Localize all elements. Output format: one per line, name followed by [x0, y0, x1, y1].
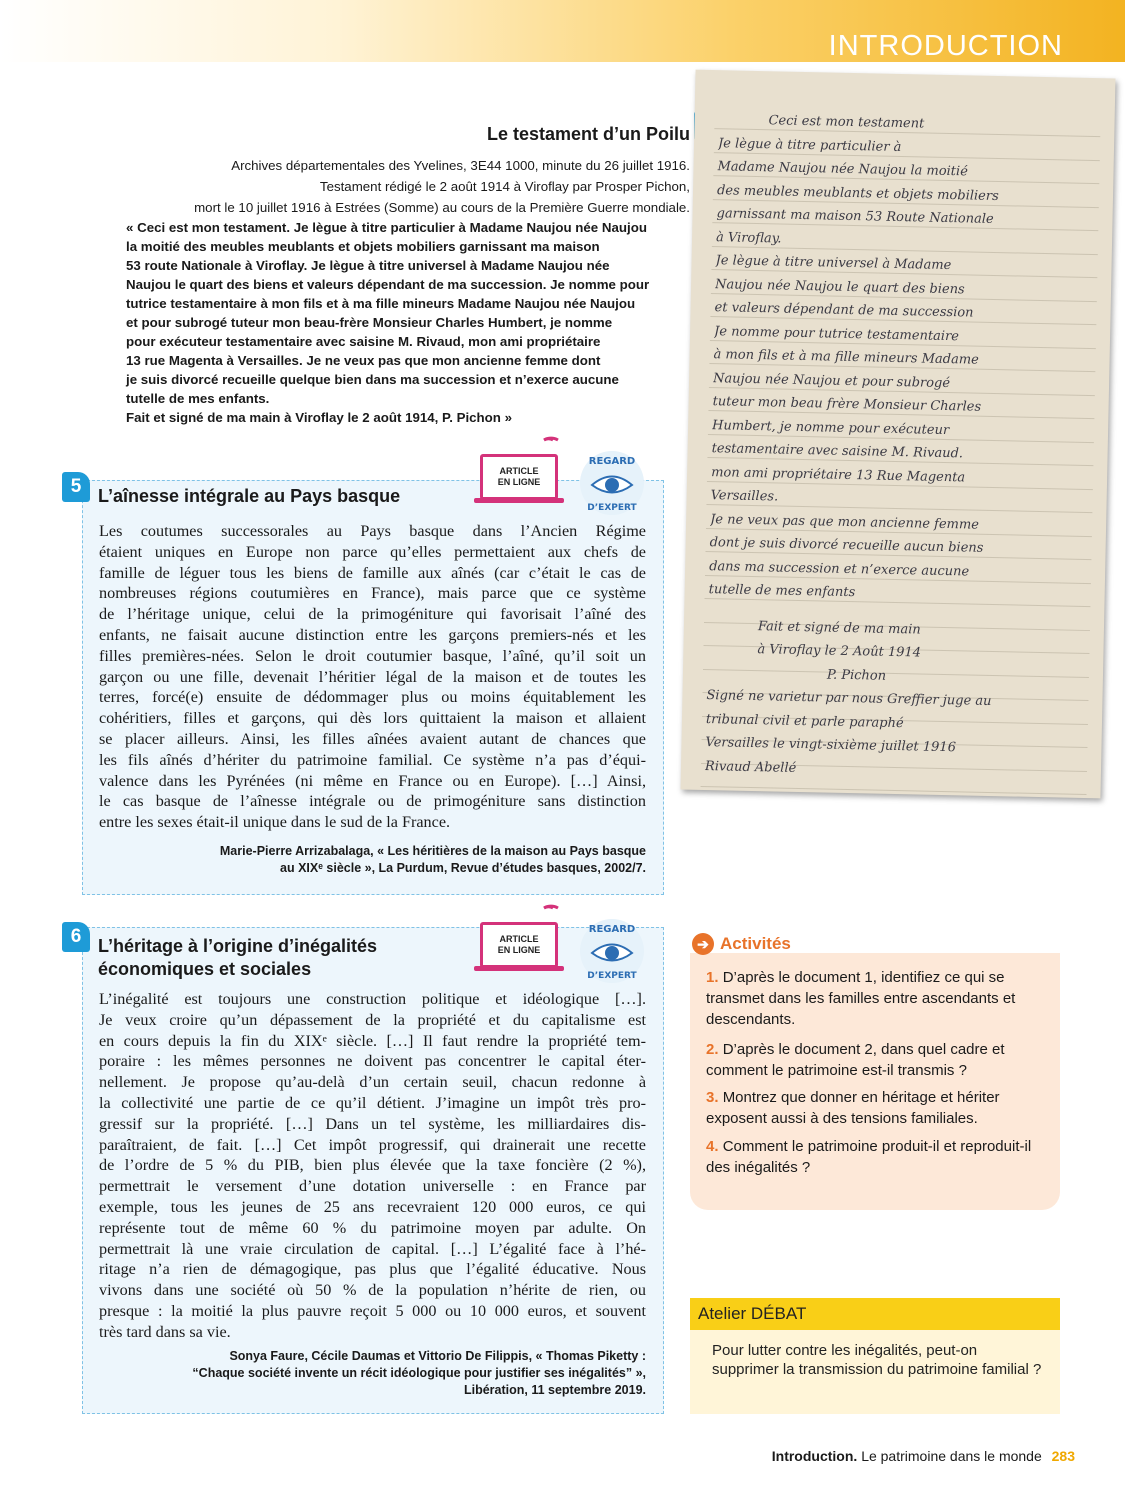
manuscript-line: à Viroflay. [715, 229, 782, 247]
activity-text: Montrez que donner en héritage et hériter exposent aussi à des tensions familiales. [706, 1089, 1000, 1127]
article-en-ligne-icon[interactable] [480, 446, 564, 502]
body-line: nombreuses régions coutumières en France), mais parce que ce système [99, 584, 646, 603]
activity-number: 3. [706, 1089, 719, 1106]
article-tag-line: ARTICLE [499, 934, 539, 944]
body-line: cohéritiers, filles et garçons, qui dès lors quittaient la maison et allaient [99, 709, 646, 728]
wifi-icon [540, 904, 566, 930]
activities-heading [692, 933, 791, 955]
article-tag-line: EN LIGNE [497, 945, 541, 955]
doc6-credit [99, 1348, 646, 1399]
manuscript-line: tuteur mon beau frère Monsieur Charles [712, 394, 982, 415]
body-line: entre les sexes était-il unique dans le sud de la France. [99, 813, 451, 832]
regard-label: REGARD [588, 924, 636, 935]
manuscript-line: Ceci est mon testament [768, 113, 925, 132]
quote-line: et pour subrogé tuteur mon beau-frère Monsieur Charles Humbert, je nomme [126, 315, 613, 330]
quote-line: je suis divorcé recueille quelque bien dans ma succession et n’exerce aucune [126, 372, 619, 387]
doc6-body [99, 989, 646, 1343]
doc5-title: L’aînesse intégrale au Pays basque [98, 486, 401, 506]
body-line: nellement. Je propose qu’au-delà d’un certain seuil, chacun redonne à [99, 1073, 646, 1092]
body-line: enfants, ne faisait aucune distinction entre les garçons premiers-nés et les [99, 625, 646, 644]
manuscript-line: Naujou née Naujou et pour subrogé [712, 370, 951, 391]
debat-header [690, 1298, 1060, 1330]
doc4-quote [126, 218, 686, 427]
manuscript-line: Humbert, je nomme pour exécuteur [711, 417, 950, 438]
manuscript-line: à mon fils et à ma fille mineurs Madame [713, 347, 979, 368]
credit-line: au XIXᵉ siècle », La Purdum, Revue d’études basques, 2002/7. [280, 861, 646, 875]
laptop-base [474, 498, 564, 503]
activity-item-4 [706, 1136, 1046, 1178]
body-line: valence dans les Pyrénées (ni même en France ou en Europe). […] Ainsi, [99, 771, 646, 790]
body-line: paraîtraient, de fait. […] Cet impôt progressif, qui drainerait une recette [99, 1135, 646, 1154]
body-line: la collectivité une partie de ce qu’il détient. J’imagine un impôt très pro- [99, 1093, 646, 1112]
doc4-source-line: Archives départementales des Yvelines, 3E44 1000, minute du 26 juillet 1916. [231, 158, 690, 173]
expert-label: D’EXPERT [587, 971, 637, 981]
credit-line: “Chaque société invente un récit idéologique pour justifier ses inégalités” », [192, 1366, 646, 1380]
page-number: 283 [1051, 1448, 1075, 1464]
debat-question: Pour lutter contre les inégalités, peut-on supprimer la transmission du patrimoine familial ? [712, 1342, 1042, 1378]
body-line: se placer ailleurs. Ainsi, les filles aînées avaient autant de chances que [99, 729, 646, 748]
doc5-credit [99, 843, 646, 877]
quote-line: « Ceci est mon testament. Je lègue à titre particulier à Madame Naujou née Naujou [126, 220, 647, 235]
body-line: garçon ou une fille, devenait l’héritier légal de la maison et de toutes les [99, 667, 646, 686]
quote-line: Fait et signé de ma main à Viroflay le 2 août 1914, P. Pichon » [126, 410, 513, 425]
manuscript-line: Je ne veux pas que mon ancienne femme [710, 511, 980, 533]
quote-line: la moitié des meubles meublants et objets mobiliers garnissant ma maison [126, 239, 600, 254]
footer-chapter: Introduction. [771, 1448, 858, 1464]
manuscript-line: Rivaud Abellé [704, 758, 797, 776]
activity-text: D’après le document 2, dans quel cadre et comment le patrimoine est-il transmis ? [706, 1041, 1005, 1079]
credit-line: Sonya Faure, Cécile Daumas et Vittorio De Filippis, « Thomas Piketty : [229, 1349, 646, 1363]
manuscript-line: dans ma succession et n’exerce aucune [709, 558, 970, 580]
body-line: en cours depuis la fin du XIXᵉ siècle. […] Il faut rendre la propriété tem- [99, 1031, 646, 1050]
credit-line: Marie-Pierre Arrizabalaga, « Les héritières de la maison au Pays basque [219, 844, 646, 858]
wifi-icon [540, 436, 566, 462]
body-line: exemple, tous les jeunes de 25 ans recevraient 120 000 euros, ce qui [99, 1197, 646, 1216]
body-line: vivons dans une société où 50 % de la population n’hérite de rien, ou [99, 1281, 646, 1300]
body-line: L’inégalité est toujours une construction politique et idéologique […]. [99, 990, 646, 1008]
doc4-source-line: mort le 10 juillet 1916 à Estrées (Somme) au cours de la Première Guerre mondiale. [194, 200, 690, 215]
body-line: Les coutumes successorales au Pays basque dans l’Ancien Régime [99, 522, 646, 540]
quote-line: 13 rue Magenta à Versailles. Je ne veux pas que mon ancienne femme dont [126, 353, 601, 368]
manuscript-line: testamentaire avec saisine M. Rivaud. [711, 441, 964, 462]
body-line: de l’héritage unique, celui de la primogéniture qui favorisait l’aîné des [99, 605, 646, 624]
body-line: le cas basque de l’aînesse intégrale ou de primogéniture sans distinction [99, 792, 646, 811]
manuscript-line: Versailles. [710, 488, 779, 505]
doc4-title: Le testament d’un Poilu [486, 124, 690, 144]
quote-line: tutelle de mes enfants. [126, 391, 270, 406]
body-line: très tard dans sa vie. [99, 1322, 231, 1341]
ruled-line [701, 786, 1087, 795]
footer-subtitle: Le patrimoine dans le monde [861, 1448, 1042, 1464]
body-line: de l’ordre de 5 % du PIB, bien plus élevée que la taxe foncière (2 %), [99, 1156, 646, 1175]
manuscript-line: Je nomme pour tutrice testamentaire [713, 323, 960, 344]
body-line: presque : la moitié la plus pauvre reçoit 5 000 ou 10 000 euros, et souvent [99, 1301, 646, 1320]
body-line: les fils aînés d’hériter du patrimoine familial. Ce système n’a pas d’équi- [99, 750, 646, 769]
debat-title: Atelier DÉBAT [698, 1304, 807, 1323]
manuscript-line: dont je suis divorcé recueille aucun biens [709, 535, 984, 556]
doc6-title [98, 935, 377, 981]
manuscript-line: tribunal civil et parle paraphé [705, 711, 904, 731]
activity-number: 4. [706, 1138, 719, 1155]
manuscript-line: des meubles meublants et objets mobiliers [716, 182, 999, 204]
manuscript-line: Fait et signé de ma main [757, 618, 921, 638]
activity-text: D’après le document 1, identifiez ce qui se transmet dans les familles entre ascendants et descendants. [706, 969, 1016, 1028]
manuscript-line: Je lègue à titre universel à Madame [715, 253, 952, 274]
activity-item-1 [706, 967, 1046, 1030]
regard-label: REGARD [588, 456, 636, 467]
body-line: gressif sur la propriété. […] Dans un tel système, les milliardaires dis- [99, 1114, 646, 1133]
manuscript-line: Madame Naujou née Naujou la moitié [717, 159, 968, 180]
quote-line: 53 route Nationale à Viroflay. Je lègue à titre universel à Madame Naujou née [126, 258, 610, 273]
expert-label: D’EXPERT [587, 503, 637, 513]
activity-number: 2. [706, 1041, 719, 1058]
activity-item-2 [706, 1039, 1046, 1081]
body-line: poraire : les mêmes personnes ne doivent pas concentrer le capital éter- [99, 1052, 646, 1071]
manuscript-line: Naujou née Naujou le quart des biens [714, 276, 965, 297]
body-line: étaient uniques en Europe non parce qu’elles permettaient aux chefs de [99, 542, 646, 561]
manuscript-line: Versailles le vingt-sixième juillet 1916 [705, 735, 957, 756]
manuscript-line: P. Pichon [826, 667, 887, 684]
quote-line: pour exécuteur testamentaire avec saisine M. Rivaud, mon ami propriétaire [126, 334, 601, 349]
doc4-source-line: Testament rédigé le 2 août 1914 à Viroflay par Prosper Pichon, [319, 179, 690, 194]
article-en-ligne-icon[interactable] [480, 914, 564, 970]
manuscript-line: tutelle de mes enfants [708, 582, 856, 601]
body-line: représente tout de même 60 % du patrimoine moyen par adulte. On [99, 1218, 646, 1237]
doc5-number-badge: 5 [62, 472, 90, 502]
article-tag-line: ARTICLE [499, 466, 539, 476]
arrow-right-icon: ➔ [692, 933, 714, 955]
body-line: filles premières-nées. Selon le droit coutumier basque, l’aîné, qu’il soit un [99, 646, 646, 665]
doc6-number-badge: 6 [62, 922, 90, 952]
regard-expert-icon[interactable] [577, 448, 647, 518]
credit-line: Libération, 11 septembre 2019. [463, 1383, 646, 1397]
activities-title: Activités [720, 934, 791, 953]
manuscript-line: mon ami propriétaire 13 Rue Magenta [711, 464, 966, 485]
body-line: Je veux croire qu’un dépassement de la propriété et du capitalisme est [99, 1010, 646, 1029]
doc4-source [120, 155, 690, 218]
manuscript-line: et valeurs dépendant de ma succession [714, 300, 974, 321]
article-tag-line: EN LIGNE [497, 477, 541, 487]
body-line: ritage n’a rien de démagogique, pas plus que l’égalité éducative. Nous [99, 1260, 646, 1279]
body-line: terres, forcé(e) ensuite de dédommager plus ou moins équitablement les [99, 688, 646, 707]
activity-number: 1. [706, 969, 719, 986]
manuscript-line: Signé ne varietur par nous Greffier juge au [706, 688, 992, 710]
manuscript-line: à Viroflay le 2 Août 1914 [757, 642, 922, 661]
page-footer [772, 1448, 1075, 1464]
body-line: permettrait le versement d’une dotation universelle : en France par [99, 1177, 646, 1196]
doc6-title-line: économiques et sociales [98, 959, 312, 979]
regard-expert-icon[interactable] [577, 916, 647, 986]
quote-line: Naujou le quart des biens et valeurs dépendant de ma succession. Je nomme pour [126, 277, 650, 292]
body-line: permettrait là une vraie circulation de capital. […] L’égalité face à l’hé- [99, 1239, 646, 1258]
doc5-body [99, 521, 646, 833]
activity-text: Comment le patrimoine produit-il et reproduit-il des inégalités ? [706, 1138, 1032, 1176]
manuscript-line: garnissant ma maison 53 Route Nationale [716, 206, 994, 227]
section-title: INTRODUCTION [828, 30, 1063, 62]
manuscript-line: Je lègue à titre particulier à [717, 135, 902, 155]
doc6-title-line: L’héritage à l’origine d’inégalités [98, 936, 378, 956]
body-line: famille de léguer tous les biens de famille aux aînés (car c’était le cas de [99, 563, 646, 582]
activity-item-3 [706, 1087, 1046, 1129]
manuscript-testament-image [681, 70, 1116, 799]
laptop-base [474, 966, 564, 971]
quote-line: tutrice testamentaire à mon fils et à ma fille mineurs Madame Naujou née Naujou [126, 296, 636, 311]
